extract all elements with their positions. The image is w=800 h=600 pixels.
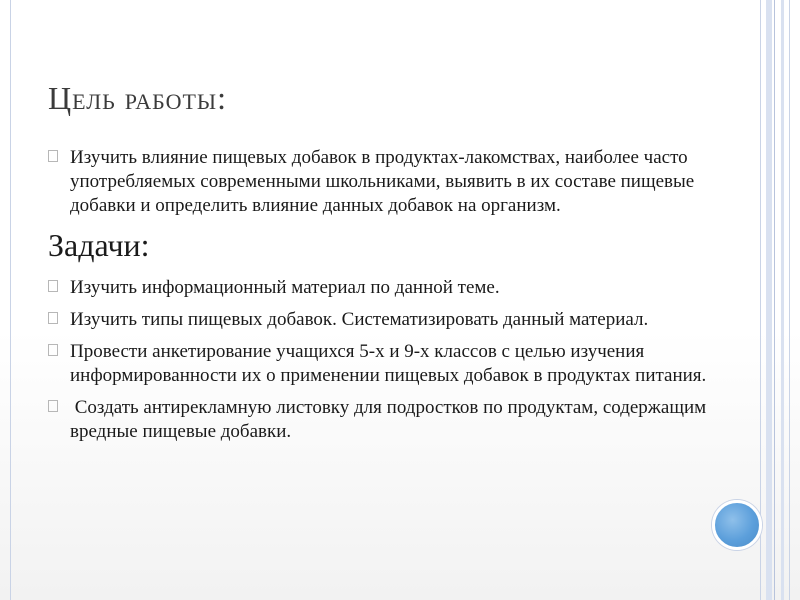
task-text: Провести анкетирование учащихся 5-х и 9-х классов с целью изучения информированности их о применении пищевых добавок в продуктах питания. — [70, 341, 707, 386]
task-item — [48, 276, 748, 300]
decor-band — [766, 0, 772, 600]
task-text: Изучить информационный материал по данной теме. — [70, 277, 500, 298]
goal-item — [48, 146, 748, 218]
task-item — [48, 340, 748, 388]
task-item — [48, 396, 748, 444]
decor-band — [781, 0, 784, 600]
task-text: Создать антирекламную листовку для подростков по продуктам, содержащим вредные пищевые добавки. — [70, 397, 711, 442]
bullet-icon — [48, 312, 58, 324]
goal-text: Изучить влияние пищевых добавок в продуктах-лакомствах, наиболее часто употребляемых современными школьниками, выявить в их составе пищевые добавки и определить влияние данных добавок на организм. — [70, 147, 695, 216]
bullet-icon — [48, 344, 58, 356]
task-item — [48, 308, 748, 332]
decor-band — [760, 0, 761, 600]
bullet-icon — [48, 400, 58, 412]
slide-title: Цель работы: — [48, 80, 228, 116]
slide-content — [48, 146, 748, 452]
left-frame-line — [10, 0, 11, 600]
decor-band — [774, 0, 775, 600]
bullet-icon — [48, 150, 58, 162]
tasks-heading: Задачи: — [48, 227, 150, 263]
decor-circle-icon — [712, 500, 762, 550]
bullet-icon — [48, 280, 58, 292]
decor-band — [789, 0, 790, 600]
task-text: Изучить типы пищевых добавок. Систематизировать данный материал. — [70, 309, 649, 330]
